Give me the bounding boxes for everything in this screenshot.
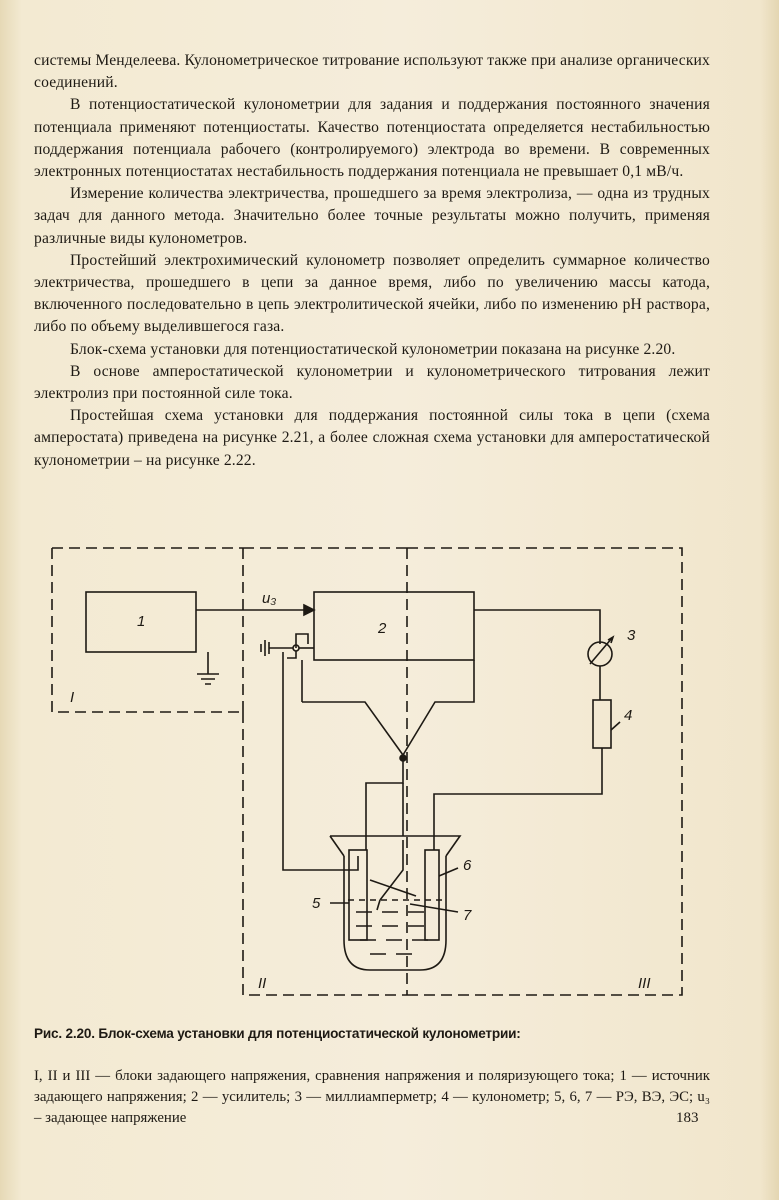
label-1: 1 — [137, 613, 146, 630]
label-5: 5 — [312, 895, 321, 912]
block-diagram — [40, 540, 700, 1010]
block-diagram-figure — [40, 540, 700, 1010]
label-6: 6 — [463, 857, 472, 874]
label-2: 2 — [378, 620, 387, 637]
amplifier-block — [314, 592, 474, 660]
paragraph-3: Измерение количества электричества, прошедшего за время электролиза, — одна из трудных задач для данного метода. Значительно более точные результаты можно получить, применяя различные виды кулонометров. — [34, 185, 710, 247]
figure-legend: I, II и III — блоки задающего напряжения, сравнения напряжения и поляризующего тока; 1 — источник задающего напряжения; 2 — усилитель; 3 — миллиамперметр; 4 — кулонометр; 5, 6, 7 — РЭ, ВЭ, ЭС; u₃ – задающее напряжение — [34, 1068, 710, 1126]
paragraph-2: В потенциостатической кулонометрии для задания и поддержания постоянного значения потенциала применяют потенциостаты. Качество потенциостата определяется нестабильностью поддержания потенциала рабочего (контролируемого) электрода во времени. В современных электронных потенциостатах нестабильность поддержания потенциала не превышает 0,1 мВ/ч. — [34, 96, 710, 181]
section-label-I: I — [70, 689, 75, 706]
label-3: 3 — [627, 627, 636, 644]
signal-label-u3: u₃ — [262, 590, 277, 607]
electrode-6 — [425, 850, 439, 940]
paragraph-6: В основе амперостатической кулонометрии и кулонометрического титрования лежит электролиз при постоянной силе тока. — [34, 362, 710, 403]
body-text — [34, 50, 710, 472]
paragraph-1: системы Менделеева. Кулонометрическое титрование используют также при анализе органических соединений. — [34, 52, 710, 92]
figure-caption-title: Рис. 2.20. Блок-схема установки для потенциостатической кулонометрии: — [34, 1026, 521, 1041]
paragraph-4: Простейший электрохимический кулонометр позволяет определить суммарное количество электричества, прошедшего в цепи за данное время, либо по увеличению массы катода, включенного последовательно в цепь электролитической ячейки, либо по изменению pH раствора, либо по объему выделившегося газа. — [34, 251, 710, 336]
label-4: 4 — [624, 707, 633, 724]
label-7: 7 — [463, 907, 472, 924]
paragraph-7: Простейшая схема установки для поддержания постоянной силы тока в цепи (схема амперостата) приведена на рисунке 2.21, а более сложная схема установки для амперостатической кулонометрии – на рисунке 2.22. — [34, 407, 710, 469]
section-label-II: II — [258, 975, 267, 992]
coulometer — [593, 700, 611, 748]
page-number: 183 — [676, 1110, 699, 1126]
paragraph-5: Блок-схема установки для потенциостатической кулонометрии показана на рисунке 2.20. — [70, 340, 676, 358]
section-label-III: III — [638, 975, 651, 992]
